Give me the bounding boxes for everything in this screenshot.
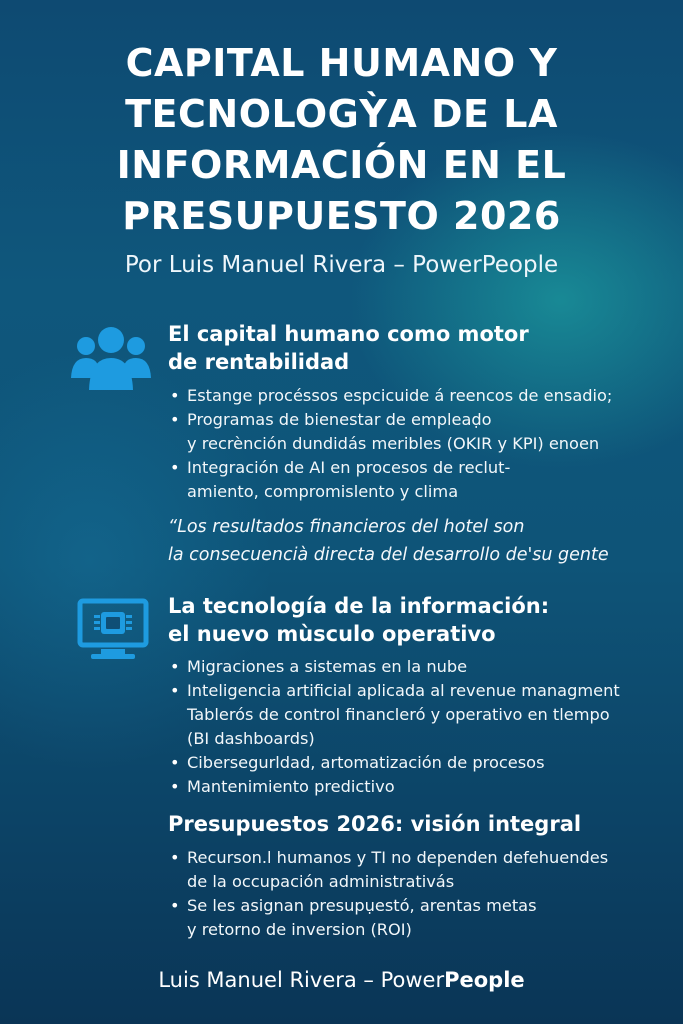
section-2-heading [168,592,549,648]
section-1-heading-line-1: El capital humano como motor [168,322,529,346]
footer-brand-power: Power [380,968,445,992]
list-item: • Mantenimiento predictivo [168,775,620,799]
title-line-4: PRESUPUESTO 2026 [122,194,561,238]
section-3-heading: Presupuestos 2026: visión integral [168,812,582,836]
list-item: • Se les asignan presupụestó, arentas metas y retorno de inversion (ROI) [168,894,608,942]
section-2-heading-line-2: el nuevo mùsculo operativo [168,622,496,646]
section-1-list [168,384,612,504]
title-line-2: TECNOLOGỲA DE LA [125,92,558,136]
people-group-icon [70,326,152,396]
quote-line-1: “Los resultados financieros del hotel son [168,517,525,537]
monitor-chip-icon [77,598,149,664]
quote-line-2: la consecuencià directa del desarrollo de'su gente [168,545,609,565]
footer-credit [0,968,683,992]
section-2-heading-line-1: La tecnología de la información: [168,594,550,618]
section-2-list [168,655,620,799]
list-item: • Migraciones a sistemas en la nube [168,655,620,679]
list-item: • Programas de bienestar de empleaḍo y recrènción dundidás meribles (OKIR y KPI) enoen [168,408,612,456]
footer-brand-people: People [444,968,525,992]
list-item: • Inteligencia artificial aplicada al revenue managment Tablerós de control financleró y operativo en tlempo (BI dashboards) [168,679,620,751]
footer-author: Luis Manuel Rivera – [158,968,381,992]
page-title [0,38,683,242]
list-item: • Cibersegurldad, artomatización de procesos [168,751,620,775]
title-line-3: INFORMACIÓN EN EL [116,143,567,187]
section-1-heading-line-2: de rentabilidad [168,350,350,374]
section-3-list [168,846,608,942]
title-line-1: CAPITAL HUMANO Y [125,41,558,85]
byline: Por Luis Manuel Rivera – PowerPeople [124,252,559,278]
section-1-quote [168,513,609,569]
section-1-heading [168,320,529,376]
list-item: • Estange procéssos espcicuide á reencos de ensadio; [168,384,612,408]
list-item: • Recurson.l humanos y TI no dependen defehuendes de la occupación administrativás [168,846,608,894]
list-item: • Integración de AI en procesos de reclut- amiento, compromislento y clima [168,456,612,504]
